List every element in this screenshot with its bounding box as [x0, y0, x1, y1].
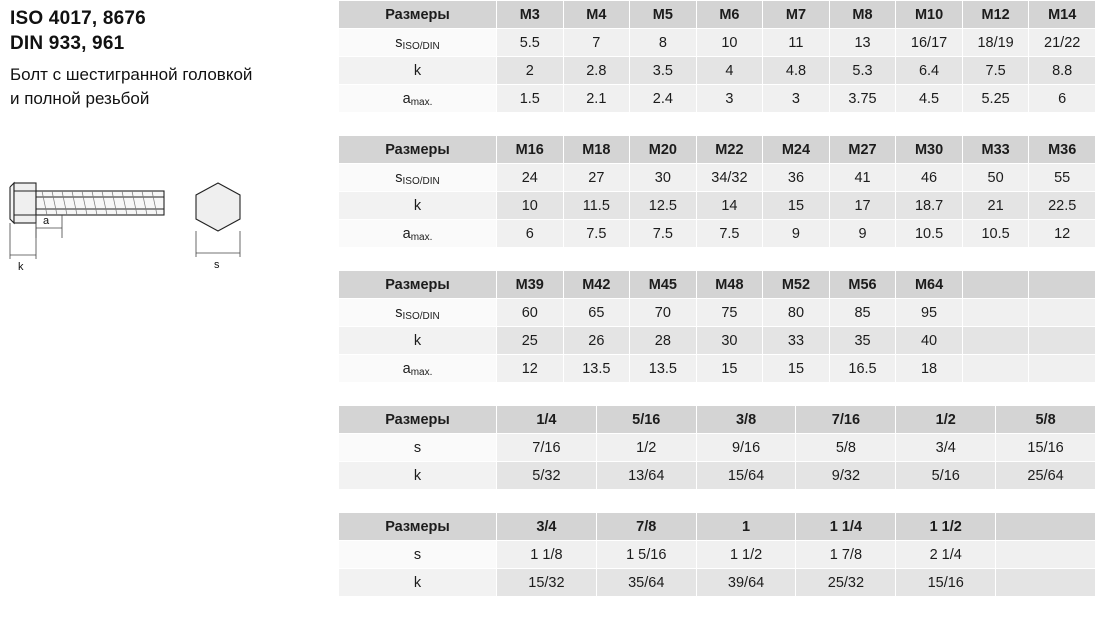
- row-label-k: k: [339, 462, 497, 490]
- table-cell: 12: [497, 355, 564, 383]
- table-cell: 34/32: [696, 164, 763, 192]
- header-cell: 7/8: [596, 513, 696, 541]
- table-cell: 16.5: [829, 355, 896, 383]
- table-cell: 3: [696, 85, 763, 113]
- description-line-2: и полной резьбой: [10, 89, 150, 108]
- header-cell-sizes: Размеры: [339, 271, 497, 299]
- table-cell: 1 7/8: [796, 541, 896, 569]
- table-cell: 5.3: [829, 57, 896, 85]
- header-cell: M27: [829, 136, 896, 164]
- dimension-table-metric-2: [338, 135, 1096, 248]
- table-row: [339, 569, 1096, 597]
- hex-head-bolt-drawing: [0, 160, 330, 275]
- header-cell: M12: [962, 1, 1029, 29]
- table-cell: 2: [497, 57, 564, 85]
- table-cell: 6: [1029, 85, 1096, 113]
- table-cell: 5/16: [896, 462, 996, 490]
- header-cell: 1 1/2: [896, 513, 996, 541]
- table-cell: 35/64: [596, 569, 696, 597]
- table-cell: 75: [696, 299, 763, 327]
- header-cell: 5/16: [596, 406, 696, 434]
- header-cell: 1: [696, 513, 796, 541]
- table-cell: 5.25: [962, 85, 1029, 113]
- table-header-row: [339, 1, 1096, 29]
- table-cell: 85: [829, 299, 896, 327]
- header-cell: M39: [497, 271, 564, 299]
- dimension-table-inch-2: [338, 512, 1096, 597]
- header-cell-empty: [996, 513, 1096, 541]
- table-cell: 1 5/16: [596, 541, 696, 569]
- table-cell: 6.4: [896, 57, 963, 85]
- header-cell: 1/4: [497, 406, 597, 434]
- header-cell: M30: [896, 136, 963, 164]
- header-cell-empty: [962, 271, 1029, 299]
- table-cell: 30: [696, 327, 763, 355]
- row-label-a-max: amax.: [339, 220, 497, 248]
- table-cell: 15: [763, 355, 830, 383]
- drawing-label-a: a: [43, 215, 50, 227]
- header-cell-sizes: Размеры: [339, 136, 497, 164]
- table-cell: 39/64: [696, 569, 796, 597]
- row-label-a-max: amax.: [339, 85, 497, 113]
- header-cell: 1 1/4: [796, 513, 896, 541]
- table-cell: 9/32: [796, 462, 896, 490]
- table-cell: 10.5: [962, 220, 1029, 248]
- table-cell: 18: [896, 355, 963, 383]
- table-cell: 41: [829, 164, 896, 192]
- dimension-table-metric-3: [338, 270, 1096, 383]
- table-cell: 15/16: [996, 434, 1096, 462]
- table-cell: 9: [763, 220, 830, 248]
- row-label-k: k: [339, 192, 497, 220]
- table-cell: 8.8: [1029, 57, 1096, 85]
- table-cell: 2 1/4: [896, 541, 996, 569]
- table-row: [339, 192, 1096, 220]
- table-row: [339, 220, 1096, 248]
- table-cell-empty: [1029, 299, 1096, 327]
- table-cell: 18/19: [962, 29, 1029, 57]
- header-cell: 7/16: [796, 406, 896, 434]
- table-cell: 2.1: [563, 85, 630, 113]
- table-cell: 28: [630, 327, 697, 355]
- row-label-s: sISO/DIN: [339, 29, 497, 57]
- table-row: [339, 355, 1096, 383]
- header-cell: M10: [896, 1, 963, 29]
- header-cell: 1/2: [896, 406, 996, 434]
- table-row: [339, 57, 1096, 85]
- header-cell: M3: [497, 1, 564, 29]
- table-cell: 10.5: [896, 220, 963, 248]
- table-cell: 18.7: [896, 192, 963, 220]
- row-label-s: s: [339, 434, 497, 462]
- table-row: [339, 164, 1096, 192]
- row-label-a-max: amax.: [339, 355, 497, 383]
- table-cell: 1 1/2: [696, 541, 796, 569]
- header-cell: 3/4: [497, 513, 597, 541]
- table-cell: 95: [896, 299, 963, 327]
- table-cell: 4.5: [896, 85, 963, 113]
- table-cell: 21/22: [1029, 29, 1096, 57]
- table-cell: 15/16: [896, 569, 996, 597]
- table-cell-empty: [996, 569, 1096, 597]
- header-cell-empty: [1029, 271, 1096, 299]
- table-cell: 7: [563, 29, 630, 57]
- table-cell: 12: [1029, 220, 1096, 248]
- table-cell: 8: [630, 29, 697, 57]
- table-cell: 65: [563, 299, 630, 327]
- header-cell: M33: [962, 136, 1029, 164]
- table-row: [339, 462, 1096, 490]
- header-cell: M45: [630, 271, 697, 299]
- table-cell-empty: [962, 327, 1029, 355]
- table-cell: 1/2: [596, 434, 696, 462]
- table-cell: 26: [563, 327, 630, 355]
- table-cell: 13/64: [596, 462, 696, 490]
- header-cell: 3/8: [696, 406, 796, 434]
- row-label-k: k: [339, 327, 497, 355]
- table-cell: 7.5: [962, 57, 1029, 85]
- table-cell: 36: [763, 164, 830, 192]
- table-cell: 25: [497, 327, 564, 355]
- header-cell: M20: [630, 136, 697, 164]
- header-cell: 5/8: [996, 406, 1096, 434]
- drawing-label-s: s: [214, 259, 220, 271]
- table-cell: 2.8: [563, 57, 630, 85]
- header-cell-sizes: Размеры: [339, 513, 497, 541]
- table-cell: 3.75: [829, 85, 896, 113]
- header-cell: M42: [563, 271, 630, 299]
- table-cell: 17: [829, 192, 896, 220]
- table-cell: 7.5: [630, 220, 697, 248]
- header-cell: M8: [829, 1, 896, 29]
- drawing-label-k: k: [18, 261, 24, 273]
- header-cell: M36: [1029, 136, 1096, 164]
- header-cell-sizes: Размеры: [339, 406, 497, 434]
- table-cell: 5/32: [497, 462, 597, 490]
- standard-line-1: ISO 4017, 8676: [10, 8, 146, 29]
- header-cell: M7: [763, 1, 830, 29]
- header-cell: M64: [896, 271, 963, 299]
- row-label-s: sISO/DIN: [339, 299, 497, 327]
- table-cell: 24: [497, 164, 564, 192]
- table-cell-empty: [962, 299, 1029, 327]
- table-cell: 7.5: [696, 220, 763, 248]
- header-cell: M56: [829, 271, 896, 299]
- table-cell: 15: [696, 355, 763, 383]
- row-label-k: k: [339, 57, 497, 85]
- table-cell: 60: [497, 299, 564, 327]
- table-cell: 3: [763, 85, 830, 113]
- description-line-1: Болт с шестигранной головкой: [10, 65, 253, 84]
- table-cell: 2.4: [630, 85, 697, 113]
- product-info: [10, 6, 330, 111]
- dimension-table-inch-1: [338, 405, 1096, 490]
- header-cell: M4: [563, 1, 630, 29]
- table-cell: 70: [630, 299, 697, 327]
- table-cell: 80: [763, 299, 830, 327]
- table-cell: 25/64: [996, 462, 1096, 490]
- table-cell: 1.5: [497, 85, 564, 113]
- table-cell: 7.5: [563, 220, 630, 248]
- header-cell: M6: [696, 1, 763, 29]
- table-cell: 13.5: [630, 355, 697, 383]
- header-cell-sizes: Размеры: [339, 1, 497, 29]
- table-cell: 40: [896, 327, 963, 355]
- table-cell: 4.8: [763, 57, 830, 85]
- header-cell: M52: [763, 271, 830, 299]
- table-cell: 55: [1029, 164, 1096, 192]
- table-cell: 3/4: [896, 434, 996, 462]
- table-cell: 35: [829, 327, 896, 355]
- table-cell: 5/8: [796, 434, 896, 462]
- table-row: [339, 299, 1096, 327]
- table-cell: 22.5: [1029, 192, 1096, 220]
- table-cell: 9: [829, 220, 896, 248]
- table-cell: 6: [497, 220, 564, 248]
- table-cell: 13: [829, 29, 896, 57]
- table-cell: 21: [962, 192, 1029, 220]
- table-cell-empty: [962, 355, 1029, 383]
- header-cell: M22: [696, 136, 763, 164]
- table-cell: 16/17: [896, 29, 963, 57]
- header-cell: M48: [696, 271, 763, 299]
- table-cell-empty: [1029, 355, 1096, 383]
- table-row: [339, 327, 1096, 355]
- table-cell: 12.5: [630, 192, 697, 220]
- header-cell: M18: [563, 136, 630, 164]
- table-row: [339, 434, 1096, 462]
- table-cell: 11.5: [563, 192, 630, 220]
- table-cell: 14: [696, 192, 763, 220]
- table-cell: 13.5: [563, 355, 630, 383]
- table-cell: 5.5: [497, 29, 564, 57]
- table-cell: 9/16: [696, 434, 796, 462]
- table-cell: 15/64: [696, 462, 796, 490]
- table-cell: 11: [763, 29, 830, 57]
- table-row: [339, 85, 1096, 113]
- table-row: [339, 29, 1096, 57]
- table-cell: 30: [630, 164, 697, 192]
- header-cell: M5: [630, 1, 697, 29]
- header-cell: M24: [763, 136, 830, 164]
- standard-line-2: DIN 933, 961: [10, 33, 125, 54]
- table-cell: 7/16: [497, 434, 597, 462]
- header-cell: M16: [497, 136, 564, 164]
- row-label-k: k: [339, 569, 497, 597]
- row-label-s: sISO/DIN: [339, 164, 497, 192]
- header-cell: M14: [1029, 1, 1096, 29]
- table-cell: 50: [962, 164, 1029, 192]
- table-cell-empty: [996, 541, 1096, 569]
- table-cell: 15: [763, 192, 830, 220]
- table-cell-empty: [1029, 327, 1096, 355]
- table-cell: 10: [696, 29, 763, 57]
- table-row: [339, 541, 1096, 569]
- table-header-row: [339, 136, 1096, 164]
- table-cell: 25/32: [796, 569, 896, 597]
- table-header-row: [339, 406, 1096, 434]
- table-cell: 27: [563, 164, 630, 192]
- table-cell: 4: [696, 57, 763, 85]
- dimension-tables: [338, 0, 1098, 619]
- table-header-row: [339, 271, 1096, 299]
- table-cell: 33: [763, 327, 830, 355]
- table-cell: 46: [896, 164, 963, 192]
- table-cell: 10: [497, 192, 564, 220]
- table-cell: 15/32: [497, 569, 597, 597]
- table-header-row: [339, 513, 1096, 541]
- table-cell: 3.5: [630, 57, 697, 85]
- row-label-s: s: [339, 541, 497, 569]
- dimension-table-metric-1: [338, 0, 1096, 113]
- table-cell: 1 1/8: [497, 541, 597, 569]
